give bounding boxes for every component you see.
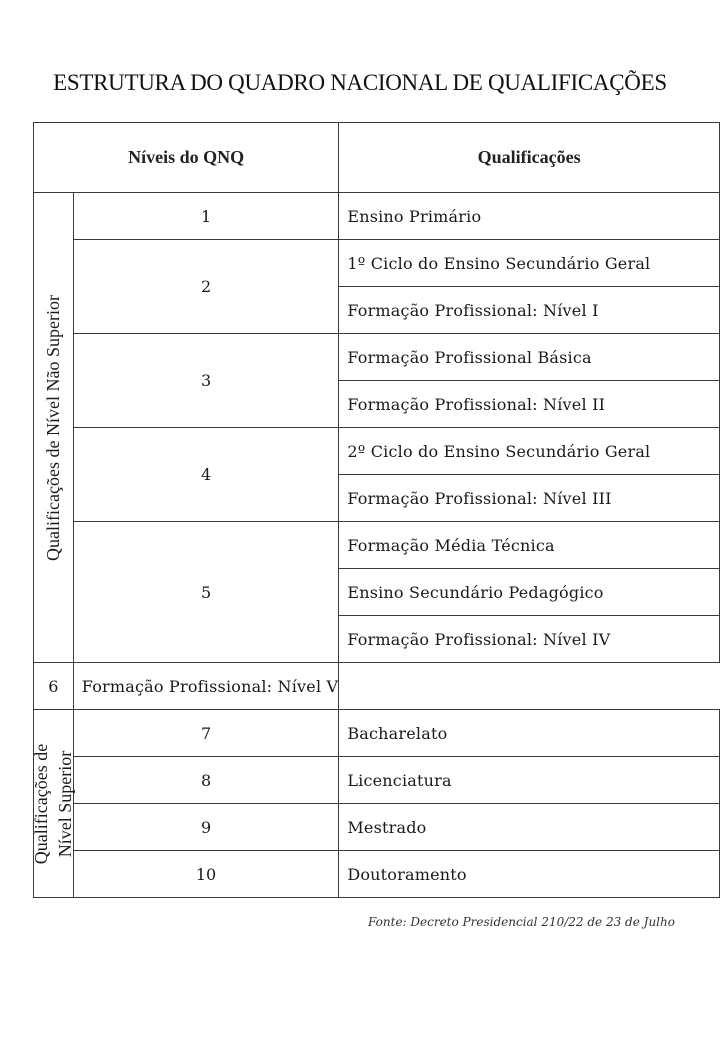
table-row (34, 240, 720, 287)
table-row (34, 851, 720, 898)
table-row (34, 710, 720, 757)
table-header-row (34, 123, 720, 193)
table-row (34, 757, 720, 804)
level-cell: 7 (73, 710, 339, 757)
qualification-cell: Formação Profissional: Nível II (339, 381, 720, 428)
qualification-cell: Formação Profissional: Nível IV (339, 616, 720, 663)
qualification-cell: 2º Ciclo do Ensino Secundário Geral (339, 428, 720, 475)
page-title: ESTRUTURA DO QUADRO NACIONAL DE QUALIFICAÇÕES (53, 70, 667, 95)
level-cell: 4 (73, 428, 339, 522)
source-note: Fonte: Decreto Presidencial 210/22 de 23 de Julho (368, 915, 675, 929)
level-cell: 9 (73, 804, 339, 851)
header-levels: Níveis do QNQ (34, 123, 339, 193)
qualification-cell: Formação Profissional Básica (339, 334, 720, 381)
qualification-cell: Doutoramento (339, 851, 720, 898)
qualification-cell: Licenciatura (339, 757, 720, 804)
group-label: Qualificações de Nível Não Superior (43, 294, 64, 561)
level-cell: 6 (34, 663, 74, 710)
qualification-cell: Mestrado (339, 804, 720, 851)
qualification-cell: Ensino Secundário Pedagógico (339, 569, 720, 616)
qualification-cell: Formação Profissional: Nível V (73, 663, 339, 710)
qualification-cell: Formação Profissional: Nível III (339, 475, 720, 522)
level-cell: 3 (73, 334, 339, 428)
qnq-table (33, 122, 720, 898)
table-row (34, 428, 720, 475)
qualification-cell: Formação Média Técnica (339, 522, 720, 569)
group-non-superior (34, 193, 74, 663)
qualification-cell: 1º Ciclo do Ensino Secundário Geral (339, 240, 720, 287)
group-label-line1: Qualificações de (31, 743, 52, 864)
group-superior (31, 710, 76, 898)
level-cell: 10 (73, 851, 339, 898)
level-cell: 1 (73, 193, 339, 240)
qualification-cell: Ensino Primário (339, 193, 720, 240)
table-row (34, 193, 720, 240)
qualification-cell: Formação Profissional: Nível I (339, 287, 720, 334)
level-cell: 5 (73, 522, 339, 663)
table-row (34, 804, 720, 851)
group-label (29, 743, 77, 863)
level-cell: 2 (73, 240, 339, 334)
level-cell: 8 (73, 757, 339, 804)
table-row (34, 334, 720, 381)
header-qualifications: Qualificações (339, 123, 720, 193)
group-label-line2: Nível Superior (55, 750, 76, 857)
qualification-cell: Bacharelato (339, 710, 720, 757)
table-row (34, 663, 720, 710)
table-row (34, 522, 720, 569)
